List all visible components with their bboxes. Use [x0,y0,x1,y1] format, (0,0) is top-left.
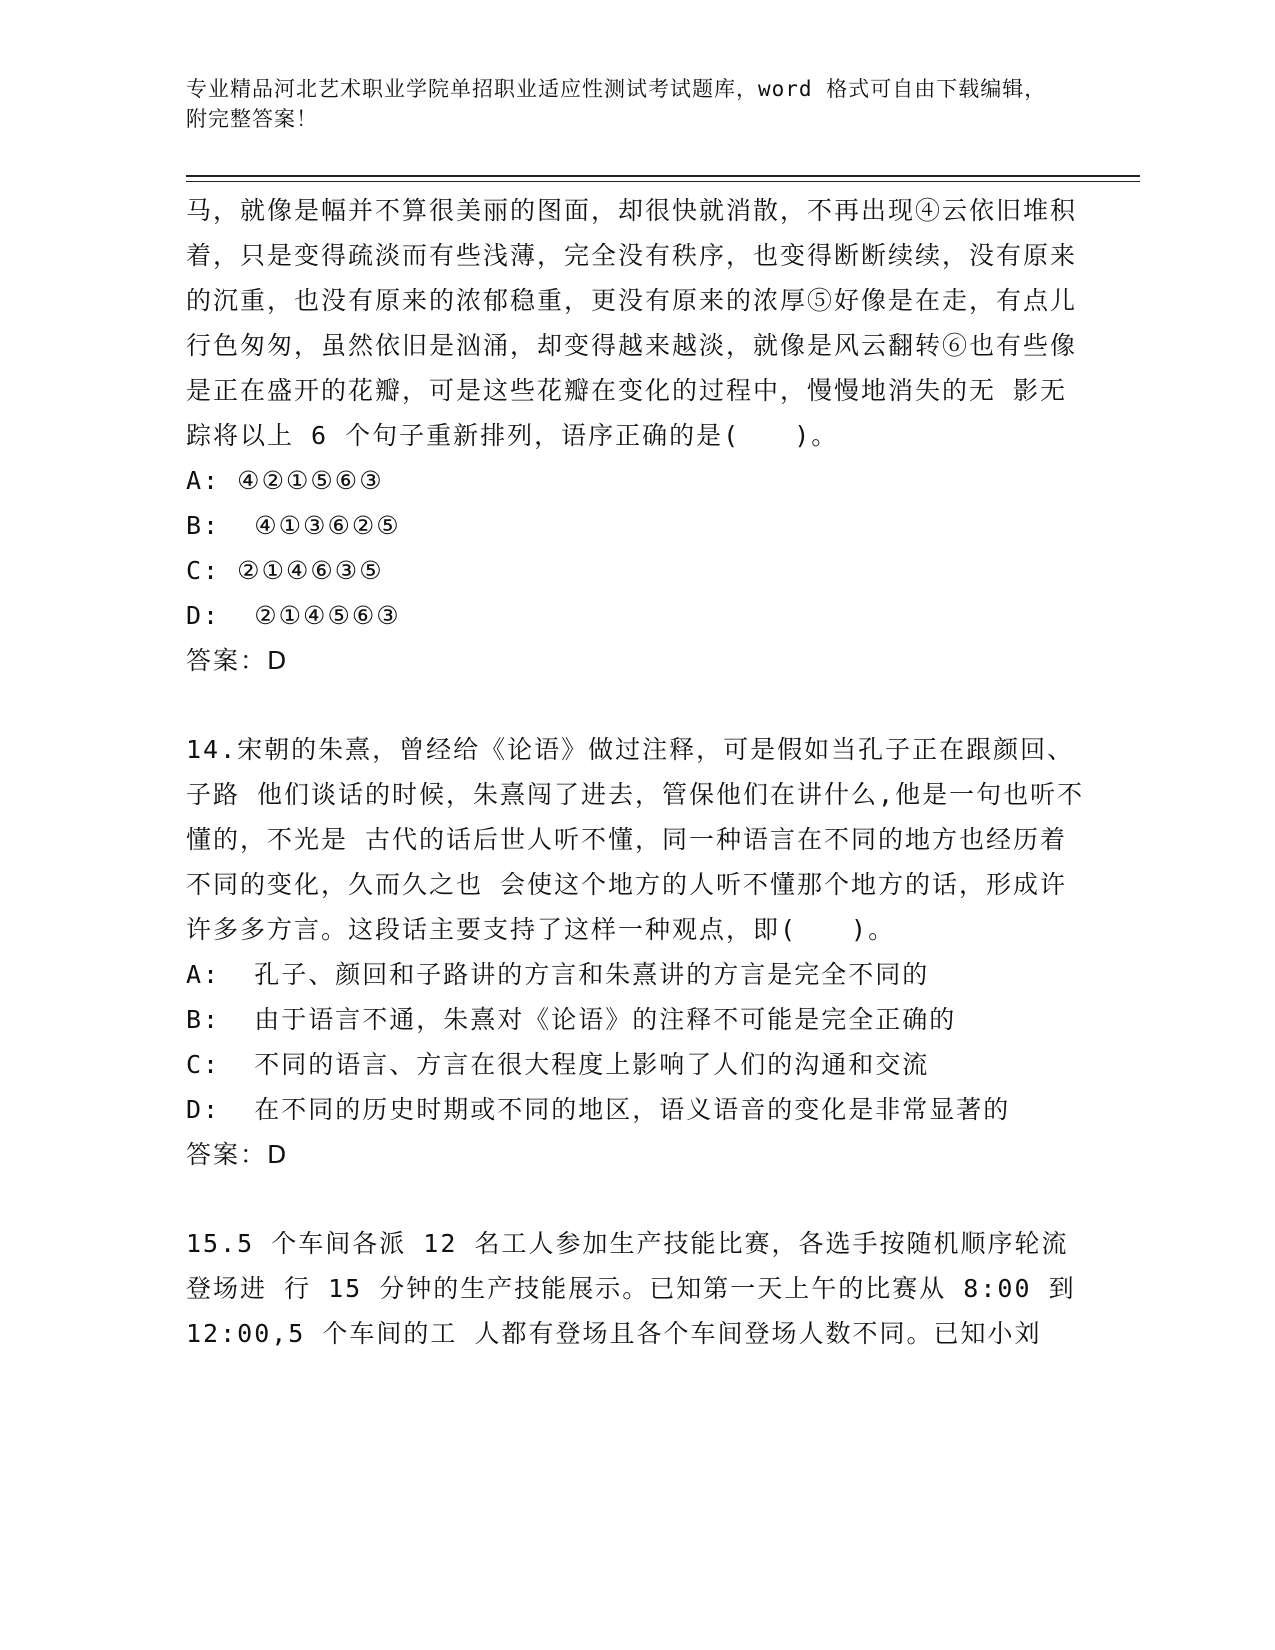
question-13-stem: 马，就像是幅并不算很美丽的图面，却很快就消散，不再出现④云依旧堆积着，只是变得疏淡而有些浅薄，完全没有秩序，也变得断断续续，没有原来的沉重，也没有原来的浓郁稳重，更没有原来的浓厚⑤好像是在走，有点儿行色匆匆，虽然依旧是汹涌，却变得越来越淡，就像是风云翻转⑥也有些像是正在盛开的花瓣，可是这些花瓣在变化的过程中，慢慢地消失的无 影无踪将以上 6 个句子重新排列，语序正确的是( )。 [186,196,1078,450]
question-14-option-b: B: 由于语言不通，朱熹对《论语》的注释不可能是完全正确的 [186,1005,957,1034]
question-14-option-c: C: 不同的语言、方言在很大程度上影响了人们的沟通和交流 [186,1050,930,1079]
question-13 [186,188,1086,683]
document-body [186,188,1086,1356]
page-header: 专业精品河北艺术职业学院单招职业适应性测试考试题库，word 格式可自由下载编辑，附完整答案！ [186,77,1047,131]
question-15 [186,1221,1086,1356]
question-13-option-d: D: ②①④⑤⑥③ [186,601,401,630]
question-spacer [186,683,1086,727]
question-14-option-a: A: 孔子、颜回和子路讲的方言和朱熹讲的方言是完全不同的 [186,960,930,989]
question-14-answer: 答案：D [186,1140,289,1169]
question-15-stem: 15.5 个车间各派 12 名工人参加生产技能比赛，各选手按随机顺序轮流登场进 行 15 分钟的生产技能展示。已知第一天上午的比赛从 8:00 到 12:00,5 个车间的工 人都有登场且各个车间登场人数不同。已知小刘 [186,1229,1076,1348]
header-divider-thick [186,175,1140,177]
question-14-option-d: D: 在不同的历史时期或不同的地区，语义语音的变化是非常显著的 [186,1095,1011,1124]
header-divider-thin [186,181,1140,182]
question-14 [186,727,1086,1177]
question-14-stem: 14.宋朝的朱熹，曾经给《论语》做过注释，可是假如当孔子正在跟颜回、子路 他们谈话的时候，朱熹闯了进去，管保他们在讲什么,他是一句也听不懂的，不光是 古代的话后世人听不懂，同一种语言在不同的地方也经历着不同的变化，久而久之也 会使这个地方的人听不懂那个地方的话，形成许许多多方言。这段话主要支持了这样一种观点，即( )。 [186,735,1085,944]
question-13-option-a: A: ④②①⑤⑥③ [186,466,384,495]
question-13-answer: 答案：D [186,646,289,675]
question-13-option-b: B: ④①③⑥②⑤ [186,511,401,540]
question-spacer [186,1177,1086,1221]
question-13-option-c: C: ②①④⑥③⑤ [186,556,384,585]
